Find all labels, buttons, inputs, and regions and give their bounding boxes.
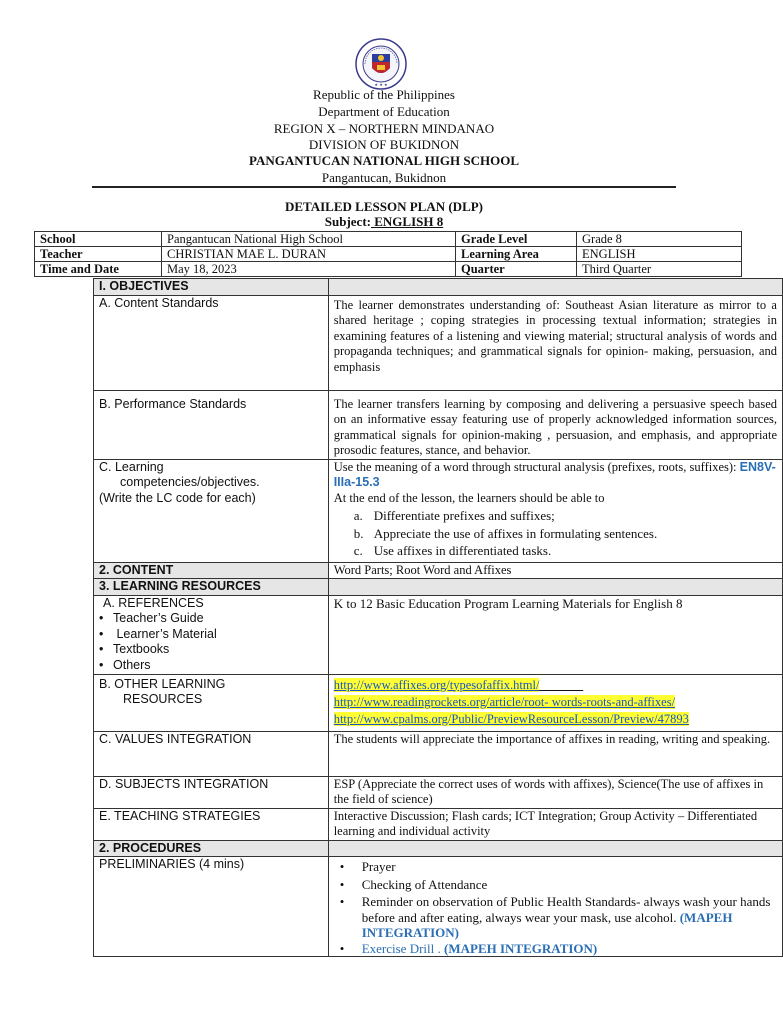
lc-code: EN8V-IIIa-15.3 xyxy=(333,459,776,489)
teacher-label: Teacher xyxy=(35,247,162,262)
header-republic: Republic of the Philippines xyxy=(313,87,455,102)
section-row xyxy=(94,279,783,296)
teacher-value: CHRISTIAN MAE L. DURAN xyxy=(162,247,456,262)
references-label: A. REFERENCES xyxy=(103,595,204,610)
resource-link-2[interactable]: http://www.readingrockets.org/article/root- words-roots-and-affixes/ xyxy=(333,694,676,709)
values-integration-text: The students will appreciate the importance of affixes in reading, writing and speaking. xyxy=(328,731,782,776)
quarter-value: Third Quarter xyxy=(577,262,742,277)
table-row xyxy=(94,295,783,390)
header-department: Department of Education xyxy=(318,104,450,119)
lc-label-line1: C. Learning xyxy=(99,459,164,474)
list-item: c. Use affixes in differentiated tasks. xyxy=(353,543,552,558)
mapeh-tag: (MAPEH INTEGRATION) xyxy=(361,909,733,940)
table-row xyxy=(94,595,783,674)
preliminaries-list xyxy=(334,859,777,956)
deped-seal-logo xyxy=(355,38,407,90)
svg-text:★ ★ ★: ★ ★ ★ xyxy=(374,82,388,87)
list-item: • Textbooks xyxy=(99,642,323,658)
dlp-title: DETAILED LESSON PLAN (DLP) xyxy=(284,199,484,214)
content-heading: 2. CONTENT xyxy=(94,562,329,579)
dlp-subject xyxy=(0,214,768,230)
time-label: Time and Date xyxy=(35,262,162,277)
values-integration-label: C. VALUES INTEGRATION xyxy=(94,731,329,776)
performance-standards-text: The learner transfers learning by composing and delivering a persuasive speech based on an informative essay featuring use of properly acknowledged information sources, grammatical signals for opinion-making , persuasion, and emphasis, and appropriate prosodic features, stance, and behavior. xyxy=(328,390,782,459)
table-row xyxy=(94,857,783,957)
content-standards-text: The learner demonstrates understanding of: Southeast Asian literature as mirror to a shared heritage ; coping strategies in processing textual information; strategies in examining features of a listening and viewing material; structural analysis of words and propaganda techniques; and grammatical signals for opinion- making, persuasion, and emphasis xyxy=(328,295,782,390)
header-divider xyxy=(92,186,676,188)
performance-standards-label: B. Performance Standards xyxy=(94,390,329,459)
header-school: PANGANTUCAN NATIONAL HIGH SCHOOL xyxy=(248,153,520,168)
list-item: b. Appreciate the use of affixes in formulating sentences. xyxy=(353,525,658,541)
objectives-heading: I. OBJECTIVES xyxy=(94,279,329,296)
header-division: DIVISION OF BUKIDNON xyxy=(308,137,460,152)
table-row xyxy=(94,674,783,731)
preliminaries-cell xyxy=(328,857,782,957)
table-row xyxy=(94,808,783,840)
school-value: Pangantucan National High School xyxy=(162,232,456,247)
content-text: Word Parts; Root Word and Affixes xyxy=(328,562,782,579)
list-item: • Prayer xyxy=(362,859,777,875)
section-row xyxy=(94,562,783,579)
subjects-integration-text: ESP (Appreciate the correct uses of words with affixes), Science(The use of affixes in the field of science) xyxy=(328,776,782,808)
content-standards-label: A. Content Standards xyxy=(94,295,329,390)
time-value: May 18, 2023 xyxy=(162,262,456,277)
info-row xyxy=(35,262,742,277)
table-row xyxy=(94,776,783,808)
section-empty-cell xyxy=(328,279,782,296)
lc-label-line3: (Write the LC code for each) xyxy=(99,490,256,505)
list-item: • Teacher’s Guide xyxy=(99,611,323,627)
mapeh-tag: (MAPEH INTEGRATION) xyxy=(444,940,598,956)
table-row xyxy=(94,459,783,562)
section-row xyxy=(94,579,783,596)
area-label: Learning Area xyxy=(456,247,577,262)
table-row xyxy=(94,390,783,459)
grade-label: Grade Level xyxy=(456,232,577,247)
teaching-strategies-text: Interactive Discussion; Flash cards; ICT Integration; Group Activity – Differentiated learning and individual activity xyxy=(328,808,782,840)
subjects-integration-label: D. SUBJECTS INTEGRATION xyxy=(94,776,329,808)
grade-value: Grade 8 xyxy=(577,232,742,247)
preliminaries-label: PRELIMINARIES (4 mins) xyxy=(94,857,329,957)
lc-list xyxy=(334,508,777,559)
resources-heading: 3. LEARNING RESOURCES xyxy=(94,579,329,596)
list-item: • Checking of Attendance xyxy=(362,877,777,893)
procedures-heading: 2. PROCEDURES xyxy=(94,840,329,857)
info-row xyxy=(35,247,742,262)
lc-cell xyxy=(328,459,782,562)
lc-intro: At the end of the lesson, the learners should be able to xyxy=(333,490,605,505)
section-empty-cell xyxy=(328,579,782,596)
list-item: • Others xyxy=(99,658,323,674)
list-item: • Exercise Drill . (MAPEH INTEGRATION) xyxy=(362,941,777,957)
lc-label xyxy=(94,459,329,562)
list-item: a. Differentiate prefixes and suffixes; xyxy=(353,508,555,523)
table-row xyxy=(94,731,783,776)
area-value: ENGLISH xyxy=(577,247,742,262)
lesson-plan-table xyxy=(93,278,783,957)
subject-value: ENGLISH 8 xyxy=(370,214,444,229)
references-cell xyxy=(94,595,329,674)
lc-text: Use the meaning of a word through structural analysis (prefixes, roots, suffixes): xyxy=(333,459,740,474)
info-row xyxy=(35,232,742,247)
section-row xyxy=(94,840,783,857)
list-item: • Learner’s Material xyxy=(99,627,323,643)
other-resources-label: B. OTHER LEARNING RESOURCES xyxy=(94,674,329,731)
header-location: Pangantucan, Bukidnon xyxy=(321,170,447,185)
quarter-label: Quarter xyxy=(456,262,577,277)
list-item: • Reminder on observation of Public Health Standards- always wash your hands before and after eating, always wear your mask, use alcohol. (MAPEH INTEGRATION) xyxy=(362,894,777,941)
section-empty-cell xyxy=(328,840,782,857)
info-table xyxy=(34,231,742,277)
resource-link-1[interactable]: http://www.affixes.org/typesofaffix.html/ xyxy=(333,677,540,692)
teaching-strategies-label: E. TEACHING STRATEGIES xyxy=(94,808,329,840)
references-list xyxy=(99,611,323,673)
school-label: School xyxy=(35,232,162,247)
links-cell xyxy=(328,674,782,731)
header-region: REGION X – NORTHERN MINDANAO xyxy=(273,121,495,136)
references-text: K to 12 Basic Education Program Learning Materials for English 8 xyxy=(328,595,782,674)
subject-label: Subject: xyxy=(324,214,371,229)
resource-link-3[interactable]: http://www.cpalms.org/Public/PreviewResourceLesson/Preview/47893 xyxy=(333,711,689,726)
lc-label-line2: competencies/objectives. xyxy=(120,475,260,489)
